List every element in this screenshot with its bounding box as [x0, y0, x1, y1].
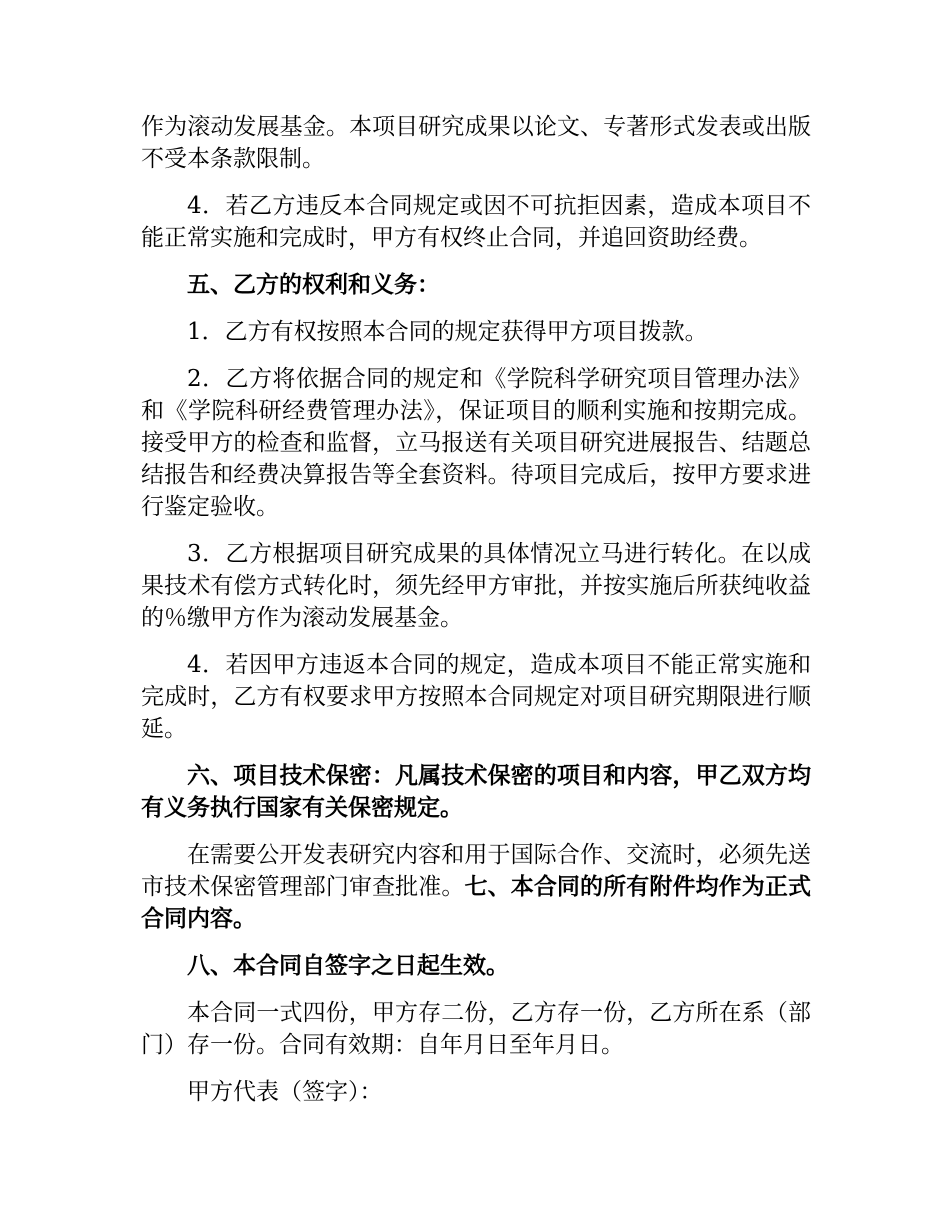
confidentiality-text: 在需要公开发表研究内容和用于国际合作、交流时，必须先送市技术保密管理部门审查批准。 [141, 842, 811, 900]
section-heading-7: 七、本合同的所有附件均作为正式合同内容。 [141, 873, 812, 932]
paragraph-clause-4-party-a-breach: 4．若因甲方违返本合同的规定，造成本项目不能正常实施和完成时，乙方有权要求甲方按照本合同规定对项目研究期限进行顺延。 [141, 652, 811, 742]
section-heading-8: 八、本合同自签字之日起生效。 [187, 952, 509, 979]
paragraph-clause-3-conversion: 3．乙方根据项目研究成果的具体情况立马进行转化。在以成果技术有偿方式转化时，须先经甲方审批，并按实施后所获纯收益的％缴甲方作为滚动发展基金。 [141, 541, 811, 631]
paragraph-confidentiality-review [141, 839, 811, 935]
section-heading-6: 六、项目技术保密：凡属技术保密的项目和内容，甲乙双方均有义务执行国家有关保密规定。 [141, 762, 811, 821]
document-page [141, 111, 811, 1123]
paragraph-clause-4-party-b-breach: 4．若乙方违反本合同规定或因不可抗拒因素，造成本项目不能正常实施和完成时，甲方有权终止合同，并追回资助经费。 [141, 193, 811, 251]
paragraph-copies-validity: 本合同一式四份，甲方存二份，乙方存一份，乙方所在系（部门）存一份。合同有效期：自年月日至年月日。 [141, 1000, 811, 1058]
party-a-signature-line: 甲方代表（签字）： [187, 1079, 383, 1105]
section-heading-5: 五、乙方的权利和义务： [187, 271, 440, 298]
paragraph-clause-2-obligations: 2．乙方将依据合同的规定和《学院科学研究项目管理办法》和《学院科研经费管理办法》，保证项目的顺利实施和按期完成。接受甲方的检查和监督，立马报送有关项目研究进展报告、结题总结报告和经费决算报告等全套资料。待项目完成后，按甲方要求进行鉴定验收。 [141, 366, 811, 520]
paragraph-fund-continuation: 作为滚动发展基金。本项目研究成果以论文、专著形式发表或出版不受本条款限制。 [141, 114, 811, 172]
paragraph-clause-1-funding-right: 1．乙方有权按照本合同的规定获得甲方项目拨款。 [187, 319, 708, 345]
